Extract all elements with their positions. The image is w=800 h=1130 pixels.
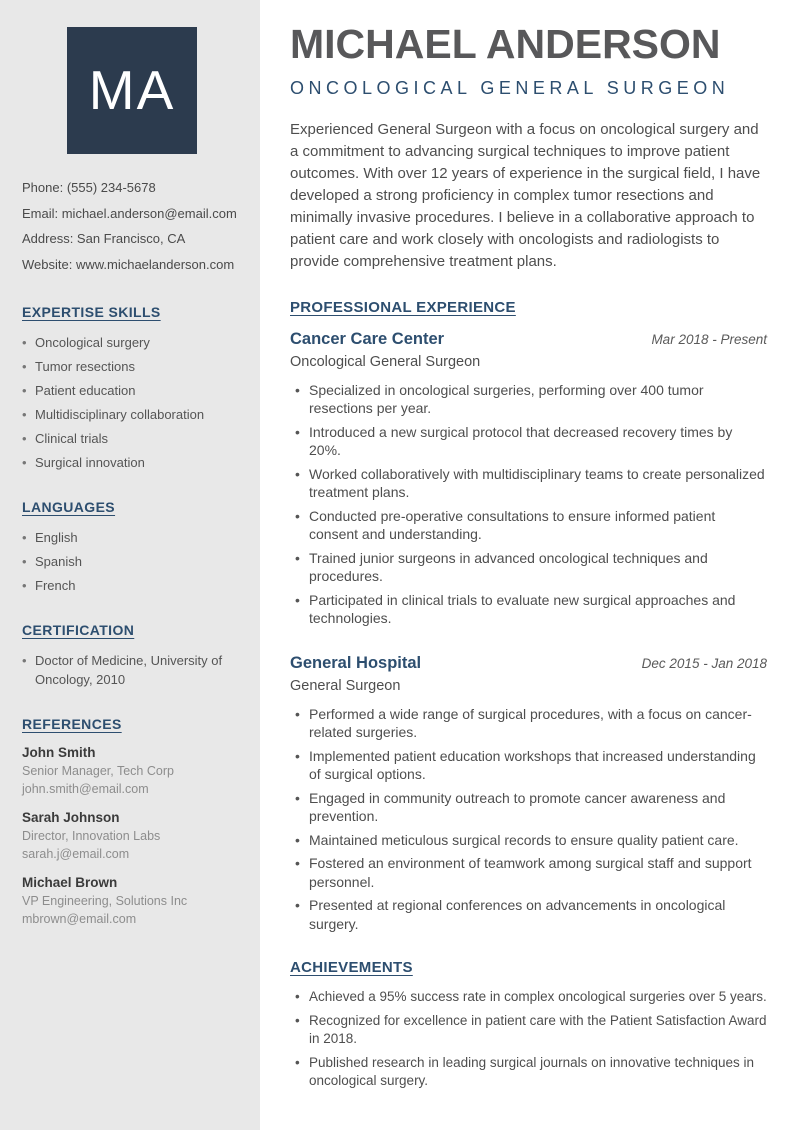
job-dates: Dec 2015 - Jan 2018 [641,655,767,671]
job-header [290,330,767,349]
achievements-list [290,988,767,1091]
job-bullet-list [290,381,767,628]
reference-email: john.smith@email.com [22,781,149,796]
job-bullet: • Presented at regional conferences on advancements in oncological surgery. [290,896,767,933]
job-entry-cancer-care-center [290,330,767,628]
skill-item: • Tumor resections [22,357,242,376]
main-content [260,0,800,1130]
job-role: Oncological General Surgeon [290,353,481,370]
reference-role: Senior Manager, Tech Corp [22,764,174,778]
reference-name: John Smith [22,745,96,760]
reference-entry [22,810,242,863]
job-role: General Surgeon [290,677,401,694]
job-entry-general-hospital [290,654,767,934]
contact-line: Address: San Francisco, CA [22,231,186,246]
reference-name: Michael Brown [22,875,118,890]
avatar-initials: MA [88,59,176,121]
reference-entry [22,745,242,798]
job-bullet: • Implemented patient education workshops that increased understanding of surgical options. [290,747,767,784]
reference-role: Director, Innovation Labs [22,829,161,843]
reference-name: Sarah Johnson [22,810,120,825]
certification-heading: CERTIFICATION [22,622,135,638]
reference-entry [22,875,242,928]
job-dates: Mar 2018 - Present [651,331,767,347]
skill-item: • Oncological surgery [22,333,242,352]
skill-item: • Multidisciplinary collaboration [22,405,242,424]
summary-paragraph: Experienced General Surgeon with a focus on oncological surgery and a commitment to advancing surgical techniques to improve patient outcomes. With over 12 years of experience in the surgical field, I have developed a strong proficiency in complex tumor resections and minimally invasive procedures. I believe in a collaborative approach to patient care and work closely with oncologists and radiologists to provide comprehensive treatment plans. [290,120,761,270]
languages-heading: LANGUAGES [22,499,116,515]
job-bullet: • Maintained meticulous surgical records to ensure quality patient care. [290,831,767,850]
job-bullet: • Worked collaboratively with multidisciplinary teams to create personalized treatment plans. [290,465,767,502]
job-bullet: • Engaged in community outreach to promote cancer awareness and prevention. [290,789,767,826]
achievement-item: • Achieved a 95% success rate in complex oncological surgeries over 5 years. [290,988,767,1007]
reference-email: sarah.j@email.com [22,846,130,861]
sidebar [0,0,260,1130]
skills-heading: EXPERTISE SKILLS [22,304,161,320]
languages-list [22,528,242,595]
language-item: • English [22,528,242,547]
contact-line: Email: michael.anderson@email.com [22,205,237,221]
job-bullet-list [290,705,767,934]
company-name: Cancer Care Center [290,329,445,348]
job-bullet: • Fostered an environment of teamwork among surgical staff and support personnel. [290,854,767,891]
job-bullet: • Specialized in oncological surgeries, performing over 400 tumor resections per year. [290,381,767,418]
reference-role: VP Engineering, Solutions Inc [22,894,188,908]
skill-item: • Surgical innovation [22,453,242,472]
job-bullet: • Participated in clinical trials to evaluate new surgical approaches and technologies. [290,591,767,628]
achievement-item: • Recognized for excellence in patient care with the Patient Satisfaction Award in 2018. [290,1012,767,1049]
references-list [22,745,242,928]
experience-heading: PROFESSIONAL EXPERIENCE [290,298,516,316]
certification-list [22,651,242,689]
job-bullet: • Conducted pre-operative consultations to ensure informed patient consent and understanding. [290,507,767,544]
skills-list [22,333,242,472]
avatar [67,27,197,154]
language-item: • Spanish [22,552,242,571]
certification-item: • Doctor of Medicine, University of Oncology, 2010 [22,651,242,689]
page-title: MICHAEL ANDERSON [290,21,721,67]
language-item: • French [22,576,242,595]
achievements-heading: ACHIEVEMENTS [290,959,413,977]
job-bullet: • Trained junior surgeons in advanced oncological techniques and procedures. [290,549,767,586]
job-bullet: • Performed a wide range of surgical procedures, with a focus on cancer-related surgeries. [290,705,767,742]
job-bullet: • Introduced a new surgical protocol that decreased recovery times by 20%. [290,423,767,460]
contact-info [22,175,242,277]
skill-item: • Patient education [22,381,242,400]
reference-email: mbrown@email.com [22,911,137,926]
skill-item: • Clinical trials [22,429,242,448]
job-header [290,654,767,673]
professional-title: ONCOLOGICAL GENERAL SURGEON [290,77,730,98]
contact-line: Website: www.michaelanderson.com [22,256,235,272]
achievement-item: • Published research in leading surgical journals on innovative techniques in oncological surgery. [290,1054,767,1091]
company-name: General Hospital [290,653,422,672]
contact-line: Phone: (555) 234-5678 [22,180,156,195]
references-heading: REFERENCES [22,716,122,732]
